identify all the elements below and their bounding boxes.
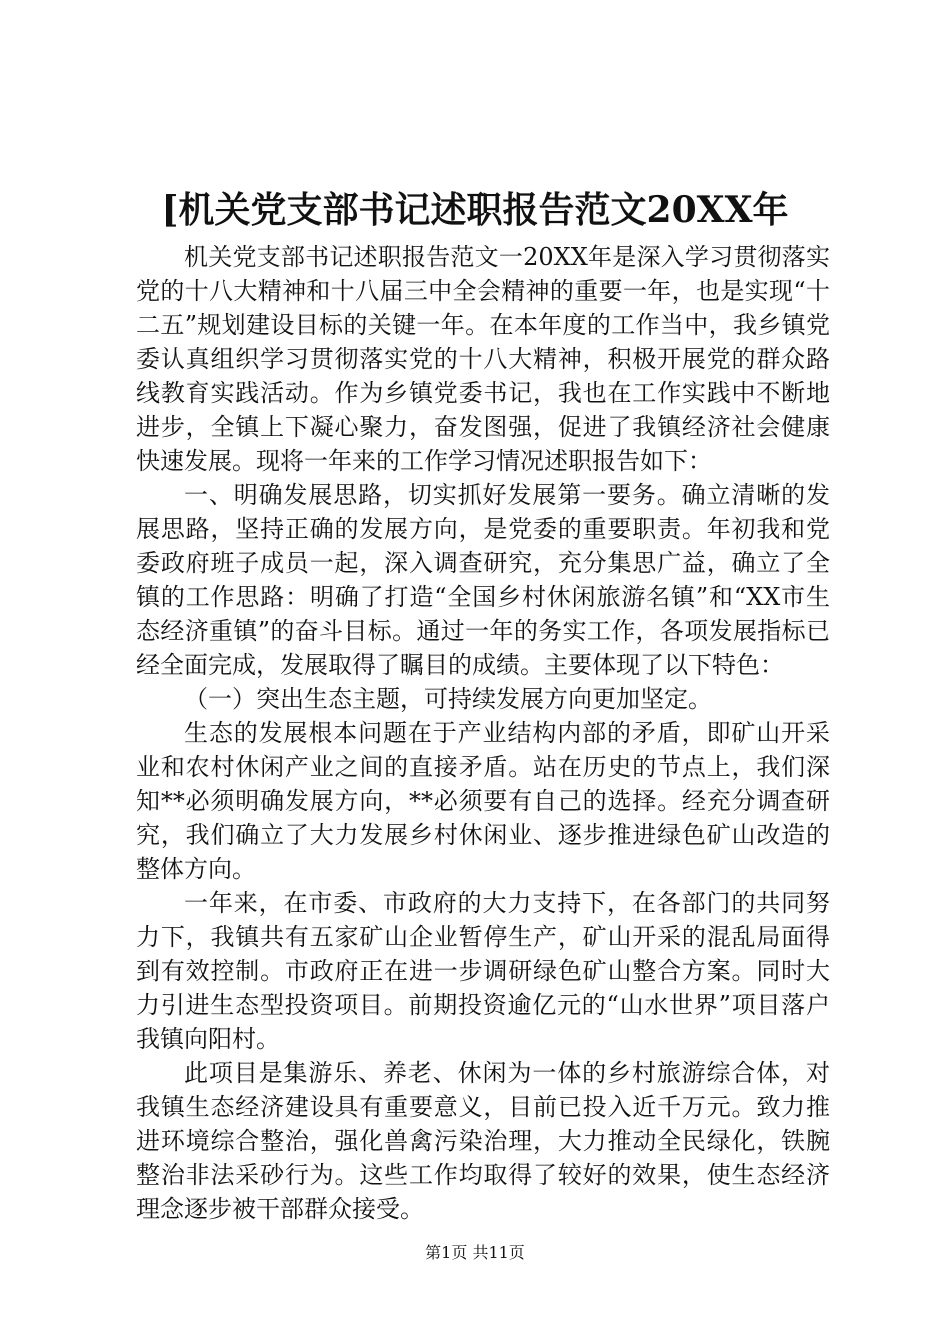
- paragraph-section-one: 一、明确发展思路，切实抓好发展第一要务。确立清晰的发展思路，坚持正确的发展方向，是党委的重要职责。年初我和党委政府班子成员一起，深入调查研究，充分集思广益，确立了全镇的工作思路：明确了打造“全国乡村休闲旅游名镇”和“XX市生态经济重镇”的奋斗目标。通过一年的务实工作，各项发展指标已经全面完成，发展取得了瞩目的成绩。主要体现了以下特色：: [136, 481, 830, 679]
- paragraph-ecology: 生态的发展根本问题在于产业结构内部的矛盾，即矿山开采业和农村休闲产业之间的直接矛盾。站在历史的节点上，我们深知**必须明确发展方向，**必须要有自己的选择。经充分调查研究，我们确立了大力发展乡村休闲业、逐步推进绿色矿山改造的整体方向。: [136, 719, 830, 883]
- paragraph-intro: 机关党支部书记述职报告范文一20XX年是深入学习贯彻落实党的十八大精神和十八届三中全会精神的重要一年，也是实现“十二五”规划建设目标的关键一年。在本年度的工作当中，我乡镇党委认真组织学习贯彻落实党的十八大精神，积极开展党的群众路线教育实践活动。作为乡镇党委书记，我也在工作实践中不断地进步，全镇上下凝心聚力，奋发图强，促进了我镇经济社会健康快速发展。现将一年来的工作学习情况述职报告如下：: [136, 243, 830, 475]
- paragraph-project: 此项目是集游乐、养老、休闲为一体的乡村旅游综合体，对我镇生态经济建设具有重要意义，目前已投入近千万元。致力推进环境综合整治，强化兽禽污染治理，大力推动全民绿化，铁腕整治非法采砂行为。这些工作均取得了较好的效果，使生态经济理念逐步被干部群众接受。: [136, 1059, 830, 1223]
- document-title: [机关党支部书记述职报告范文20XX年: [161, 189, 789, 231]
- page-footer: 第1页 共11页: [425, 1243, 525, 1262]
- paragraph-subheading: （一）突出生态主题，可持续发展方向更加坚定。: [184, 685, 712, 713]
- document-body: [136, 240, 830, 1226]
- paragraph-year-review: 一年来，在市委、市政府的大力支持下，在各部门的共同努力下，我镇共有五家矿山企业暂停生产，矿山开采的混乱局面得到有效控制。市政府正在进一步调研绿色矿山整合方案。同时大力引进生态型投资项目。前期投资逾亿元的“山水世界”项目落户我镇向阳村。: [136, 889, 830, 1053]
